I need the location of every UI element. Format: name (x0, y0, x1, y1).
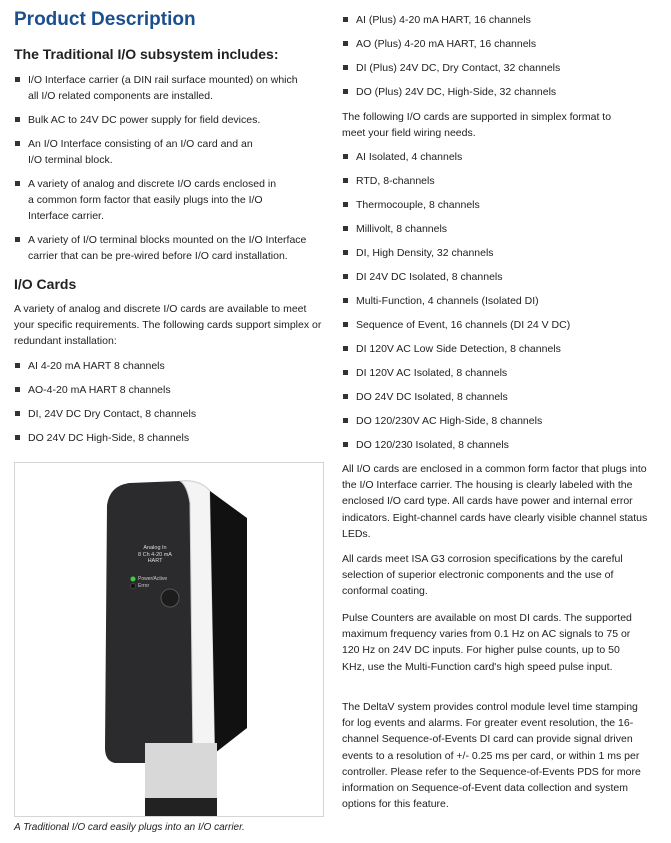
list-item: I/O Interface carrier (a DIN rail surface mounted) on which all I/O related components are installed. (14, 72, 324, 104)
list-item: DO (Plus) 24V DC, High-Side, 32 channels (342, 84, 662, 100)
figure-caption: A Traditional I/O card easily plugs into an I/O carrier. (14, 822, 245, 833)
list-item: DI 120V AC Isolated, 8 channels (342, 365, 662, 381)
power-led-label: Power/Active (138, 576, 168, 582)
list-item: Millivolt, 8 channels (342, 221, 662, 237)
card-label-line: 8 Ch 4-20 mA (138, 551, 172, 558)
list-item: AI 4-20 mA HART 8 channels (14, 358, 324, 374)
io-cards-heading: I/O Cards (14, 276, 77, 292)
list-item: DO 120/230 Isolated, 8 channels (342, 437, 662, 453)
card-label-line: HART (147, 558, 163, 564)
page-title: Product Description (14, 9, 196, 30)
list-item: Thermocouple, 8 channels (342, 197, 662, 213)
list-item: DO 24V DC High-Side, 8 channels (14, 430, 324, 446)
redundant-list-right (342, 12, 662, 108)
list-item: AO (Plus) 4-20 mA HART, 16 channels (342, 36, 662, 52)
paragraph-enclosure: All I/O cards are enclosed in a common form factor that plugs into the I/O Interface carrier. The housing is clearly labeled with the enclosed I/O card type. All cards have power and internal error indicators. Eight-channel cards have clearly visible channel status LEDs. (342, 463, 648, 540)
list-item: DO 120/230V AC High-Side, 8 channels (342, 413, 662, 429)
list-item: AI Isolated, 4 channels (342, 149, 662, 165)
list-item: DI (Plus) 24V DC, Dry Contact, 32 channels (342, 60, 662, 76)
list-item: DI 24V DC Isolated, 8 channels (342, 269, 662, 285)
list-item: DO 24V DC Isolated, 8 channels (342, 389, 662, 405)
io-cards-intro: A variety of analog and discrete I/O cards are available to meet your specific requirements. The following cards support simplex or redundant installation: (14, 303, 322, 348)
list-item: Bulk AC to 24V DC power supply for field devices. (14, 112, 324, 128)
list-item: AO-4-20 mA HART 8 channels (14, 382, 324, 398)
card-label-line: Analog In (143, 545, 167, 551)
power-led (131, 577, 136, 582)
list-item: A variety of analog and discrete I/O cards enclosed in a common form factor that easily plugs into the I/O Interface carrier. (14, 176, 324, 224)
paragraph-sequence-of-events: The DeltaV system provides control module level time stamping for log events and alarms. For greater event resolution, the 16-channel Sequence-of-Events DI card can provide signal driven events to a resolution of +/- 0.25 ms per card, or within 1 ms per controller. Please refer to the Sequence-of-Events PDS for more information on Sequence-of-Event data collection and system options for this feature. (342, 701, 641, 811)
list-item: RTD, 8-channels (342, 173, 662, 189)
io-card-image (15, 463, 323, 816)
paragraph-pulse-counters: Pulse Counters are available on most DI cards. The supported maximum frequency varies from 0.1 Hz on AC signals to 75 or 120 Hz on 24V DC inputs. For higher pulse counts, up to 50 KHz, use the Multi-Function card's high speed pulse input. (342, 612, 632, 673)
simplex-intro: The following I/O cards are supported in simplex format to meet your field wiring needs. (342, 111, 612, 140)
list-item: AI (Plus) 4-20 mA HART, 16 channels (342, 12, 662, 28)
simplex-list (342, 149, 662, 461)
card-label (125, 545, 185, 565)
error-led-label: Error (138, 583, 150, 589)
redundant-list-left (14, 358, 324, 454)
list-item: DI 120V AC Low Side Detection, 8 channels (342, 341, 662, 357)
subsystem-list (14, 72, 324, 272)
list-item: Sequence of Event, 16 channels (DI 24 V DC) (342, 317, 662, 333)
list-item: A variety of I/O terminal blocks mounted on the I/O Interface carrier that can be pre-wired before I/O card installation. (14, 232, 324, 264)
subsystem-heading: The Traditional I/O subsystem includes: (14, 46, 279, 62)
paragraph-corrosion: All cards meet ISA G3 corrosion specifications by the careful selection of superior electronic components and the use of conformal coating. (342, 553, 623, 598)
list-item: An I/O Interface consisting of an I/O card and an I/O terminal block. (14, 136, 324, 168)
io-card-figure (14, 462, 324, 817)
list-item: DI, High Density, 32 channels (342, 245, 662, 261)
list-item: DI, 24V DC Dry Contact, 8 channels (14, 406, 324, 422)
list-item: Multi-Function, 4 channels (Isolated DI) (342, 293, 662, 309)
